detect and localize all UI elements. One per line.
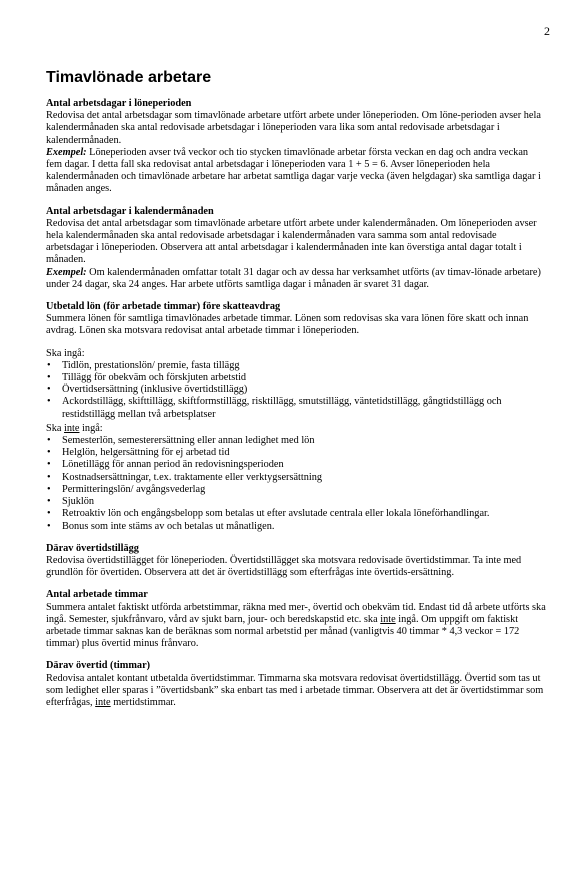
section-text (46, 673, 546, 710)
list-item: • Övertidsersättning (inklusive övertidstillägg) (46, 384, 546, 396)
section-overtid-timmar (46, 660, 546, 709)
list-item: • Retroaktiv lön och engångsbelopp som betalas ut efter avslutade centrala eller lokala löneförhandlingar. (46, 508, 546, 520)
text-part: Redovisa antalet kontant utbetalda övertidstimmar. Timmarna ska motsvara redovisat övertidstillägg. Övertid som tas ut som ledighet eller sparas i ”övertidsbank” ska enbart tas med i arbetade timmar. Observera att det är övertidstimmar som efterfrågas, (46, 672, 544, 708)
example-text: Löneperioden avser två veckor och tio stycken timavlönade arbetar första veckan en dag och andra veckan fem dagar. I detta fall ska redovisat antal arbetsdagar i löneperioden vara 1 + 5 = 6. Avser löneperioden hela kalendermånaden och timavlönade arbetare har arbetat samtliga dagar varje vecka (även helgdagar) ska samtliga dagar i månaden anges. (46, 146, 541, 195)
section-text: Redovisa övertidstillägget för löneperioden. Övertidstillägget ska motsvara redovisade övertidstimmar. Ta inte med grundlön för övertiden. Observera att det är övertidstillägg som efterfrågas inte övertids-ersättning. (46, 554, 522, 579)
section-arbetsdagar-loneperiod (46, 98, 546, 196)
include-label: Ska ingå: (46, 347, 85, 359)
include-list (46, 360, 546, 421)
text-underlined: inte (95, 696, 111, 708)
exclude-label (46, 423, 546, 435)
exclude-label-underlined: inte (64, 422, 80, 434)
list-item: • Tidlön, prestationslön/ premie, fasta tillägg (46, 360, 546, 372)
section-arbetade-timmar (46, 589, 546, 650)
text-underlined: inte (380, 613, 396, 625)
page-number: 2 (544, 24, 550, 38)
section-heading: Antal arbetsdagar i kalendermånaden (46, 205, 214, 217)
list-item: • Helglön, helgersättning för ej arbetad tid (46, 447, 546, 459)
section-utbetald-lon (46, 301, 546, 533)
list-item: • Tillägg för obekväm och förskjuten arbetstid (46, 372, 546, 384)
example-paragraph (46, 267, 546, 291)
section-text: Redovisa det antal arbetsdagar som timavlönade arbetare utfört arbete under löneperioden. Om löne-perioden avser hela kalendermånaden ska antal redovisade arbetsdagar i löneperioden vara lika som antal redovisade arbetsdagar i kalendermånaden. (46, 110, 541, 146)
list-item: • Bonus som inte stäms av och betalas ut månatligen. (46, 521, 546, 533)
section-overtidstillagg (46, 543, 546, 580)
example-label: Exempel: (46, 146, 87, 158)
page-title: Timavlönade arbetare (46, 69, 212, 86)
exclude-list (46, 435, 546, 533)
document-body (46, 68, 546, 719)
section-heading: Därav övertid (timmar) (46, 660, 151, 672)
list-item: • Sjuklön (46, 496, 546, 508)
section-text (46, 602, 546, 651)
section-heading: Antal arbetade timmar (46, 589, 148, 601)
example-paragraph (46, 147, 546, 196)
list-item: • Semesterlön, semesterersättning eller annan ledighet med lön (46, 435, 546, 447)
exclude-label-pre: Ska (46, 422, 65, 434)
example-text: Om kalendermånaden omfattar totalt 31 dagar och av dessa har verksamhet utförts (av timav-lönade arbetare) under 24 dagar, ska 24 anges. Har arbete utförts samtliga dagar i månaden är svaret 31 dagar. (46, 266, 541, 290)
list-item: • Kostnadsersättningar, t.ex. traktamente eller verktygsersättning (46, 472, 546, 484)
section-heading: Utbetald lön (för arbetade timmar) före skatteavdrag (46, 301, 281, 313)
section-heading: Därav övertidstillägg (46, 542, 139, 554)
list-item: • Lönetillägg för annan period än redovisningsperioden (46, 459, 546, 471)
list-item: • Ackordstillägg, skifttillägg, skiftformstillägg, risktillägg, smutstillägg, väntetidstillägg, gångtidstillägg och restidstillägg mellan två arbetsplatser (46, 396, 546, 420)
text-part: mertidstimmar. (110, 696, 176, 708)
section-arbetsdagar-kalendermanad (46, 206, 546, 291)
list-item: • Permitteringslön/ avgångsvederlag (46, 484, 546, 496)
section-text: Summera lönen för samtliga timavlönades arbetade timmar. Lönen som redovisas ska vara lönen före skatt och innan avdrag. Lönen ska motsvara redovisat antal arbetade timmar i löneperioden. (46, 313, 529, 337)
text-part: Summera antalet faktiskt utförda arbetstimmar, räkna med mer-, övertid och obekväm tid. Endast tid då arbete utförts ska ingå. Semester, sjukfrånvaro, vård av sjukt barn, jour- och beredskapstid etc. ska (46, 601, 546, 625)
text-part: ingå. Om uppgift om faktiskt arbetade timmar saknas kan de beräknas som normal arbetstid per månad (vanligtvis 40 timmar * 4,3 veckor = 172 timmar) plus övertid minus frånvaro. (46, 613, 520, 650)
section-heading: Antal arbetsdagar i löneperioden (46, 98, 192, 109)
example-label: Exempel: (46, 266, 87, 278)
section-text: Redovisa det antal arbetsdagar som timavlönade arbetare utfört arbete under kalendermånaden. Om löneperioden avser hela kalendermånaden ska antal redovisade arbetsdagar i kalendermånaden vara samma som antal redovisade arbetsdagar i löneperioden. Observera att antal arbetsdagar i kalendermånaden inte kan överstiga antal dagar totalt i månaden. (46, 217, 537, 266)
exclude-label-post: ingå: (79, 422, 103, 434)
